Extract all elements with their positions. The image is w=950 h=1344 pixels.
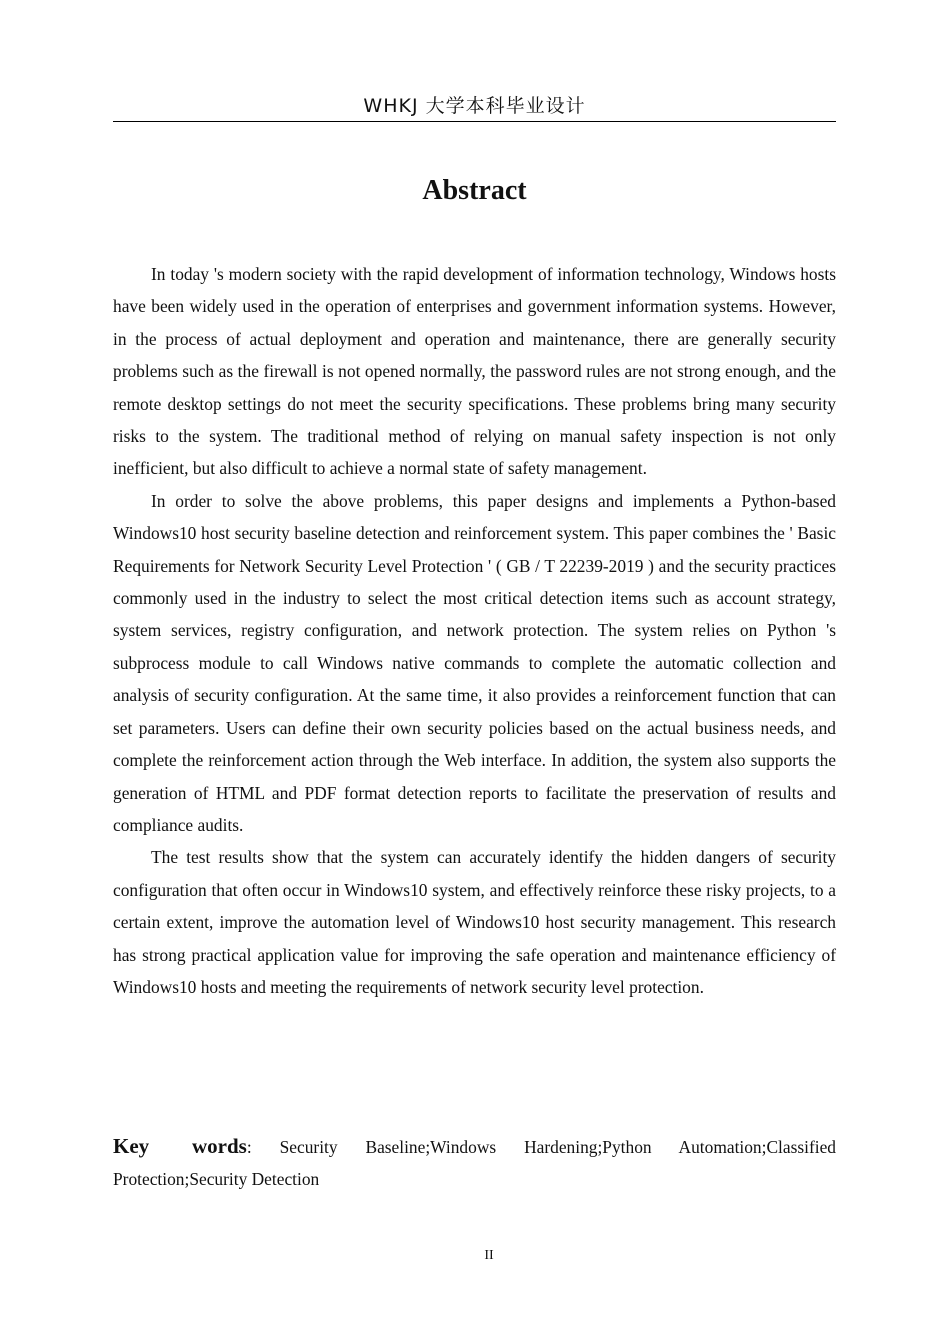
abstract-paragraph-3: The test results show that the system can accurately identify the hidden dangers of security configuration that often occur in Windows10 system, and effectively reinforce these risky projects, to a certain extent, improve the automation level of Windows10 host security management. This research has strong practical application value for improving the safe operation and maintenance efficiency of Windows10 hosts and meeting the requirements of network security level protection. (113, 847, 836, 997)
page-title: Abstract (422, 175, 527, 206)
abstract-paragraph-2: In order to solve the above problems, this paper designs and implements a Python-based Windows10 host security baseline detection and reinforcement system. This paper combines the ' Basic Requirements for Network Security Level Protection ' ( GB / T 22239-2019 ) and the security practices commonly used in the industry to select the most critical detection items such as account strategy, system services, registry configuration, and network protection. The system relies on Python 's subprocess module to call Windows native commands to complete the automatic collection and analysis of security configuration. At the same time, it also provides a reinforcement function that can set parameters. Users can define their own security policies based on the actual business needs, and complete the reinforcement action through the Web interface. In addition, the system also supports the generation of HTML and PDF format detection reports to facilitate the preservation of results and compliance audits. (113, 490, 836, 835)
abstract-paragraph-1: In today 's modern society with the rapid development of information technology, Windows hosts have been widely used in the operation of enterprises and government information systems. However, in the process of actual deployment and operation and maintenance, there are generally security problems such as the firewall is not opened normally, the password rules are not strong enough, and the remote desktop settings do not meet the security specifications. These problems bring many security risks to the system. The traditional method of relying on manual safety inspection is not only inefficient, but also difficult to achieve a normal state of safety management. (113, 264, 836, 479)
keywords-label: Key words (113, 1134, 247, 1158)
page-number: II (484, 1248, 494, 1263)
header-rule (113, 121, 836, 122)
abstract-body (113, 258, 836, 1003)
keywords-text: Security Baseline;Windows Hardening;Python Automation;Classified Protection;Security Detection (113, 1137, 837, 1189)
running-header: WHKJ 大学本科毕业设计 (363, 95, 586, 117)
keywords (113, 1130, 836, 1195)
keywords-separator: : (246, 1137, 280, 1157)
